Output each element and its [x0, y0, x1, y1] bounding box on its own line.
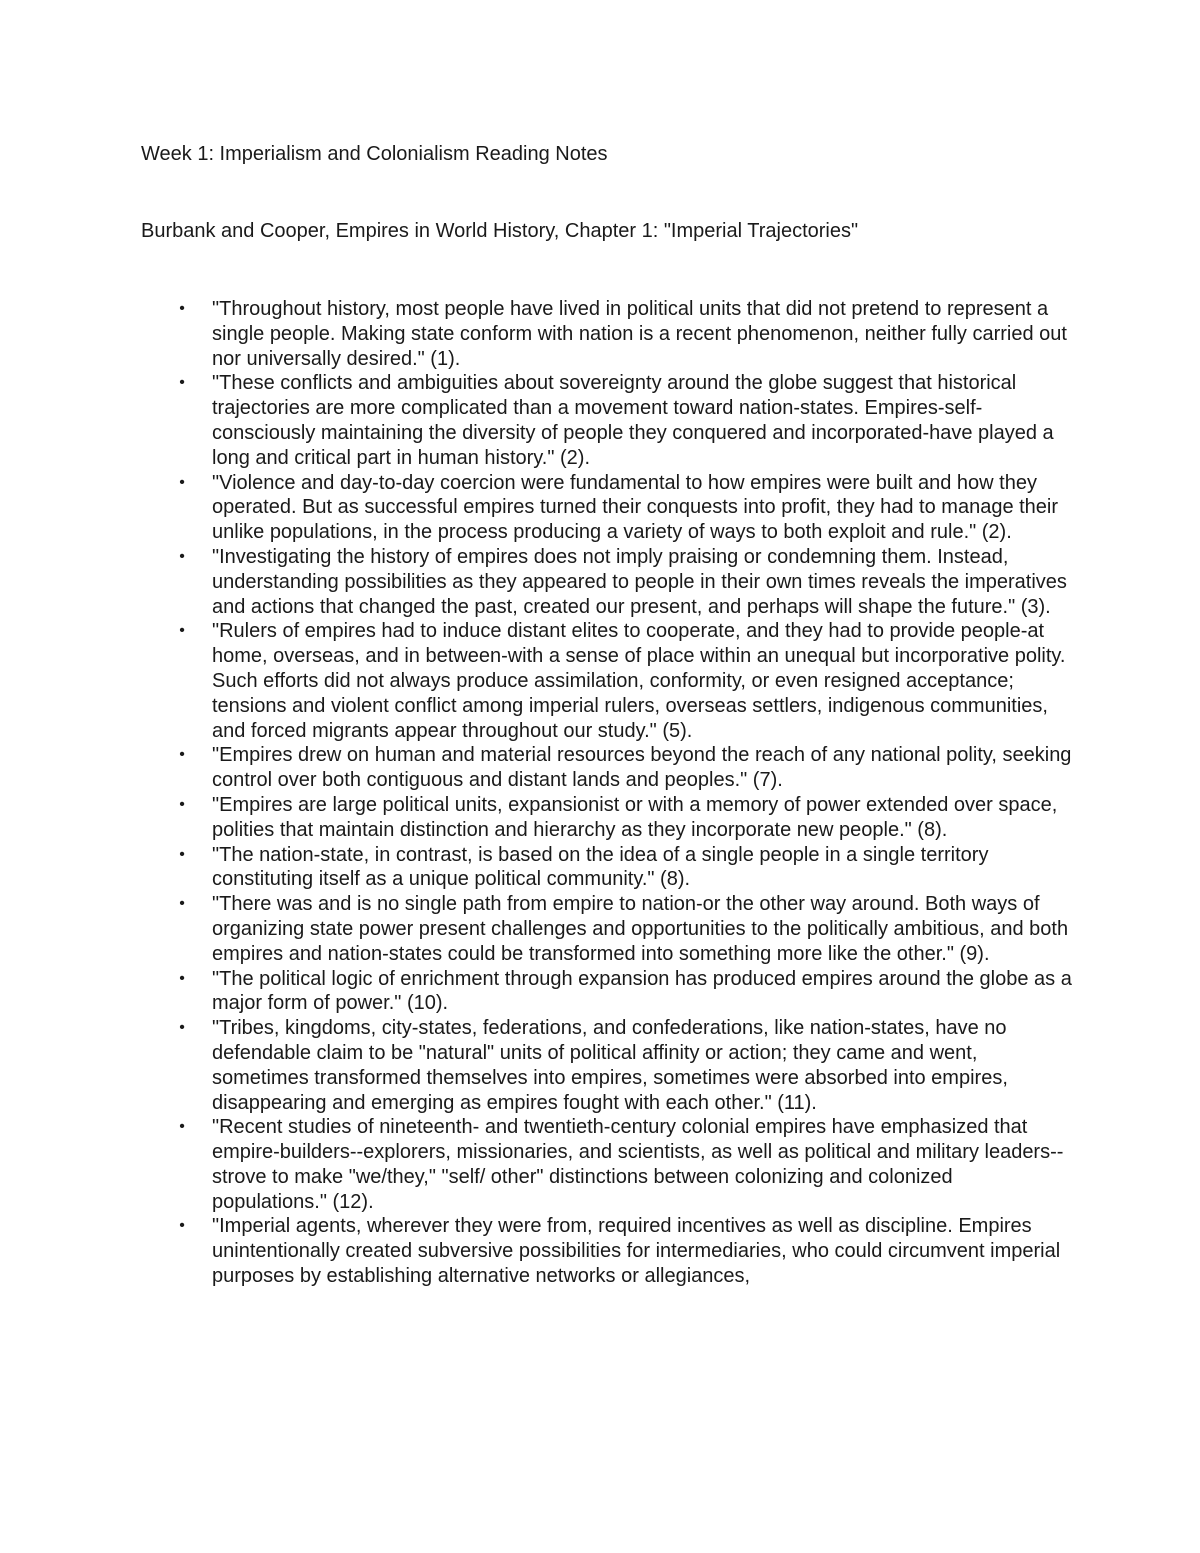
- bullet-icon: •: [179, 374, 185, 392]
- bullet-icon: •: [179, 895, 185, 913]
- quote-text: "Investigating the history of empires does not imply praising or condemning them. Instead, understanding possibilities as they appeared to people in their own times reveals the imperatives and actions that changed the past, created our present, and perhaps will shape the future." (3).: [212, 545, 1067, 618]
- bullet-icon: •: [179, 1217, 185, 1235]
- quote-text: "Empires are large political units, expansionist or with a memory of power extended over space, polities that maintain distinction and hierarchy as they incorporate new people." (8).: [212, 793, 1058, 841]
- document-title: Week 1: Imperialism and Colonialism Reading Notes: [141, 143, 608, 165]
- list-item: [179, 1214, 1072, 1288]
- quote-text: "Tribes, kingdoms, city-states, federations, and confederations, like nation-states, have no defendable claim to be "natural" units of political affinity or action; they came and went, sometimes transformed themselves into empires, sometimes were absorbed into empires, disappearing and emerging as empires fought with each other." (11).: [212, 1017, 1008, 1114]
- quote-text: "Throughout history, most people have lived in political units that did not pretend to represent a single people. Making state conform with nation is a recent phenomenon, neither fully carried out nor universally desired." (1).: [212, 298, 1067, 370]
- bullet-icon: •: [179, 969, 185, 987]
- bullet-icon: •: [179, 746, 185, 764]
- list-item: [179, 1115, 1072, 1214]
- bullet-icon: •: [179, 845, 185, 863]
- list-item: [179, 743, 1072, 793]
- list-item: [179, 471, 1072, 545]
- quote-text: "Recent studies of nineteenth- and twentieth-century colonial empires have emphasized that empire-builders--explorers, missionaries, and scientists, as well as political and military leaders--strove to make "we/they," "self/ other" distinctions between colonizing and colonized populations." (12).: [212, 1116, 1064, 1213]
- bullet-icon: •: [179, 1118, 185, 1136]
- list-item: [179, 1016, 1072, 1115]
- quote-text: "The nation-state, in contrast, is based on the idea of a single people in a single territory constituting itself as a unique political community." (8).: [212, 843, 989, 891]
- quote-text: "These conflicts and ambiguities about sovereignty around the globe suggest that historical trajectories are more complicated than a movement toward nation-states. Empires-self-consciously maintaining the diversity of people they conquered and incorporated-have played a long and critical part in human history." (2).: [212, 372, 1054, 469]
- quote-text: "Imperial agents, wherever they were from, required incentives as well as discipline. Empires unintentionally created subversive possibilities for intermediaries, who could circumvent imperial purposes by establishing alternative networks or allegiances,: [212, 1215, 1061, 1288]
- quote-text: "There was and is no single path from empire to nation-or the other way around. Both ways of organizing state power present challenges and opportunities to the politically ambitious, and both empires and nation-states could be transformed into something more like the other." (9).: [212, 893, 1069, 965]
- bullet-icon: •: [179, 795, 185, 813]
- list-item: [179, 545, 1072, 619]
- reading-notes-list: [179, 297, 1072, 1289]
- list-item: [179, 967, 1072, 1017]
- bullet-icon: •: [179, 300, 185, 317]
- quote-text: "Rulers of empires had to induce distant elites to cooperate, and they had to provide people-at home, overseas, and in between-with a sense of place within an unequal but incorporative polity. Such efforts did not always produce assimilation, conformity, or even resigned acceptance; tensions and violent conflict among imperial rulers, overseas settlers, indigenous communities, and forced migrants appear throughout our study." (5).: [212, 620, 1066, 742]
- bullet-icon: •: [179, 547, 185, 565]
- list-item: [179, 892, 1072, 966]
- list-item: [179, 371, 1072, 470]
- source-citation: Burbank and Cooper, Empires in World History, Chapter 1: "Imperial Trajectories": [141, 220, 859, 242]
- bullet-icon: •: [179, 473, 185, 491]
- bullet-icon: •: [179, 622, 185, 640]
- quote-text: "Empires drew on human and material resources beyond the reach of any national polity, seeking control over both contiguous and distant lands and peoples." (7).: [212, 744, 1072, 792]
- quote-text: "Violence and day-to-day coercion were fundamental to how empires were built and how they operated. But as successful empires turned their conquests into profit, they had to manage their unlike populations, in the process producing a variety of ways to both exploit and rule." (2).: [212, 471, 1059, 544]
- quote-text: "The political logic of enrichment through expansion has produced empires around the globe as a major form of power." (10).: [212, 967, 1072, 1015]
- list-item: [179, 793, 1072, 843]
- list-item: [179, 843, 1072, 893]
- list-item: [179, 619, 1072, 743]
- bullet-icon: •: [179, 1019, 185, 1037]
- list-item: [179, 297, 1072, 371]
